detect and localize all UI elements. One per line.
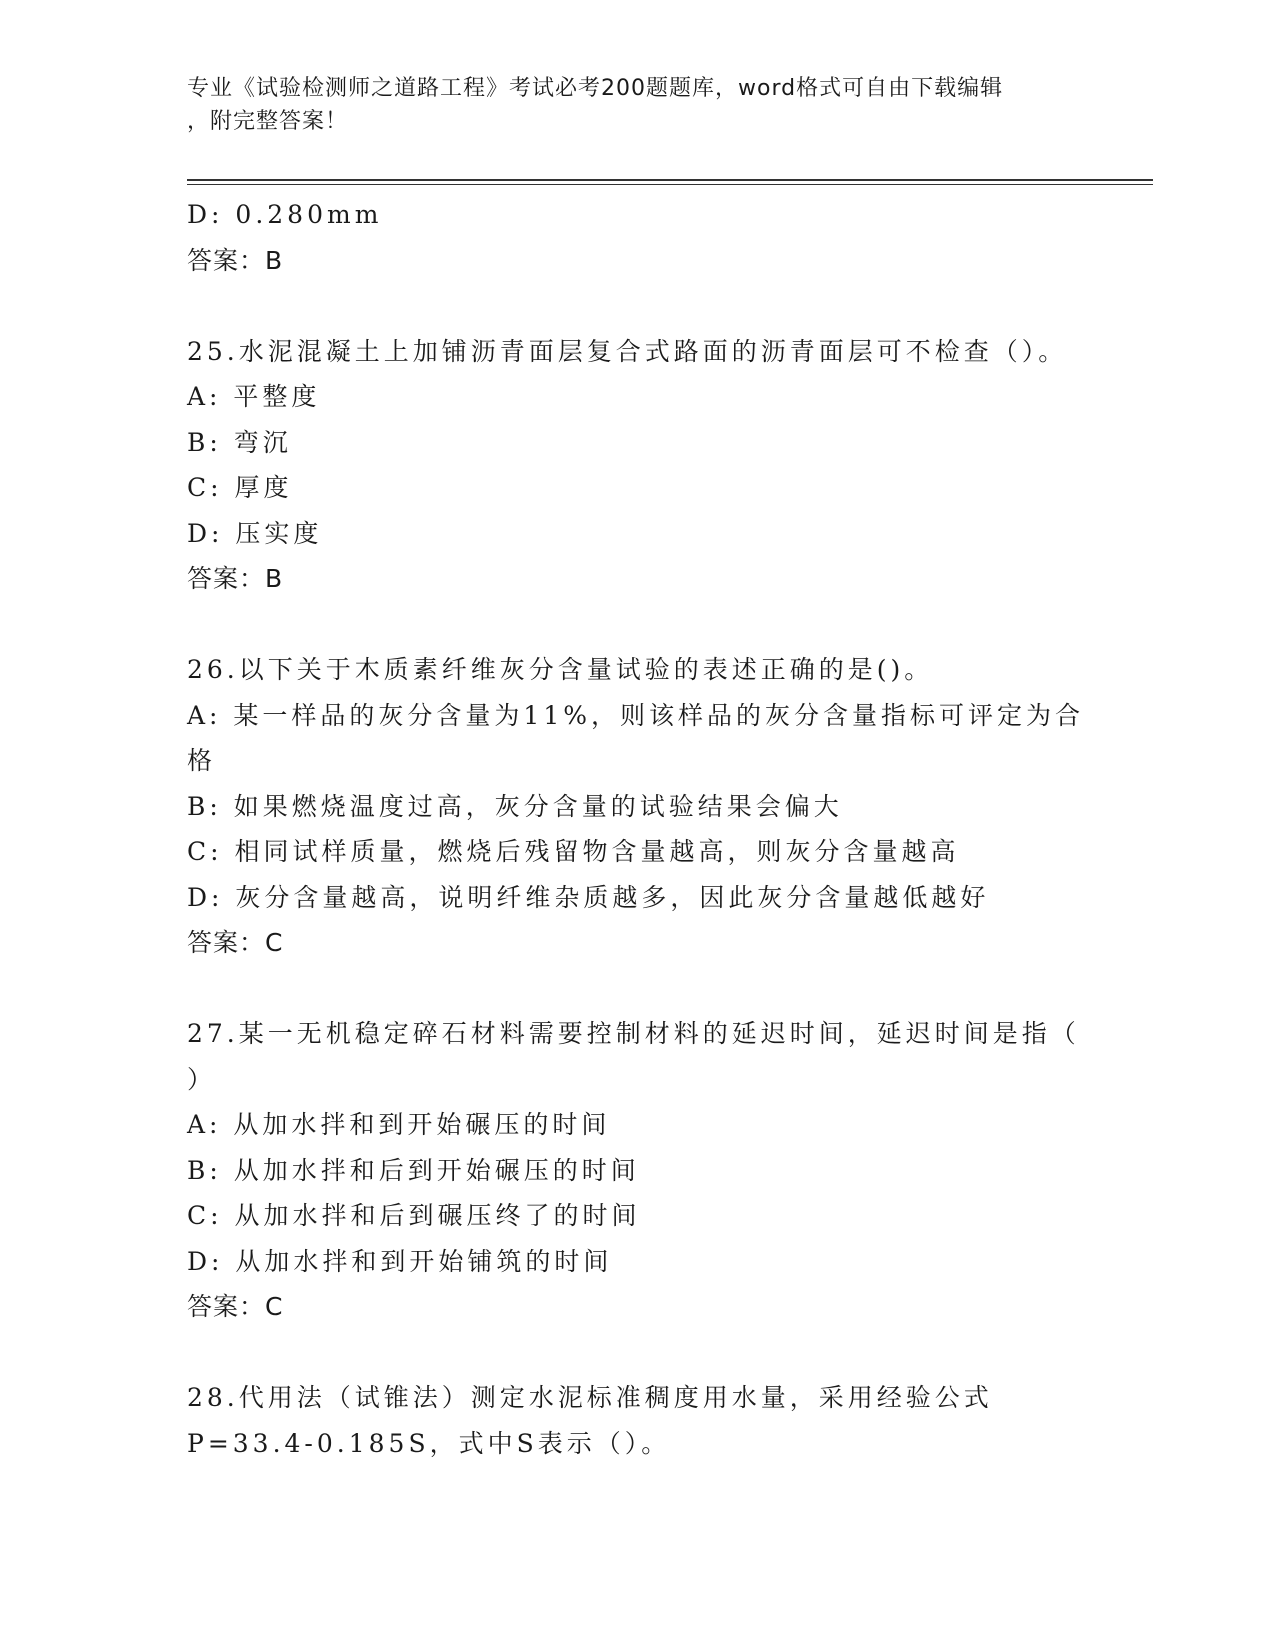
answer-option: D: 灰分含量越高，说明纤维杂质越多，因此灰分含量越低越好 [187, 882, 990, 912]
answer-key: 答案：C [187, 928, 284, 957]
document-header [187, 72, 1087, 138]
answer-option: B: 弯沉 [187, 427, 292, 457]
answer-option: A: 某一样品的灰分含量为11%，则该样品的灰分含量指标可评定为合 [187, 700, 1084, 730]
answer-option: D: 压实度 [187, 518, 323, 548]
answer-option: 格 [187, 746, 217, 775]
header-divider-thick [187, 179, 1153, 181]
answer-key: 答案：C [187, 1292, 284, 1321]
question-stem: ） [187, 1064, 217, 1094]
answer-option: C: 厚度 [187, 473, 293, 502]
header-title-line-2: ，附完整答案！ [187, 109, 349, 134]
header-title-line-1: 专业《试验检测师之道路工程》考试必考200题题库，word格式可自由下载编辑 [187, 76, 1004, 101]
answer-option: D: 0.280mm [187, 200, 383, 229]
block-spacer [187, 283, 1087, 329]
answer-key: 答案：B [187, 564, 284, 593]
answer-option: B: 如果燃烧温度过高，灰分含量的试验结果会偏大 [187, 791, 843, 821]
answer-option: A: 从加水拌和到开始碾压的时间 [187, 1110, 611, 1139]
answer-option: C: 从加水拌和后到碾压终了的时间 [187, 1201, 641, 1230]
question-stem: 26.以下关于木质素纤维灰分含量试验的表述正确的是()。 [187, 655, 934, 684]
question-stem: 27.某一无机稳定碎石材料需要控制材料的延迟时间，延迟时间是指（ [187, 1019, 1080, 1048]
block-spacer [187, 966, 1087, 1012]
answer-option: A: 平整度 [187, 382, 321, 411]
question-stem: 28.代用法（试锥法）测定水泥标准稠度用水量，采用经验公式 [187, 1383, 993, 1412]
header-divider-thin [187, 184, 1153, 185]
answer-option: C: 相同试样质量，燃烧后残留物含量越高，则灰分含量越高 [187, 837, 960, 866]
block-spacer [187, 1330, 1087, 1376]
answer-option: D: 从加水拌和到开始铺筑的时间 [187, 1246, 613, 1276]
answer-key: 答案：B [187, 245, 284, 275]
answer-option: B: 从加水拌和后到开始碾压的时间 [187, 1155, 640, 1185]
question-stem: 25.水泥混凝土上加铺沥青面层复合式路面的沥青面层可不检查（）。 [187, 336, 1068, 366]
block-spacer [187, 602, 1087, 648]
question-stem: P=33.4-0.185S，式中S表示（）。 [187, 1428, 671, 1458]
question-list [187, 192, 1087, 1466]
